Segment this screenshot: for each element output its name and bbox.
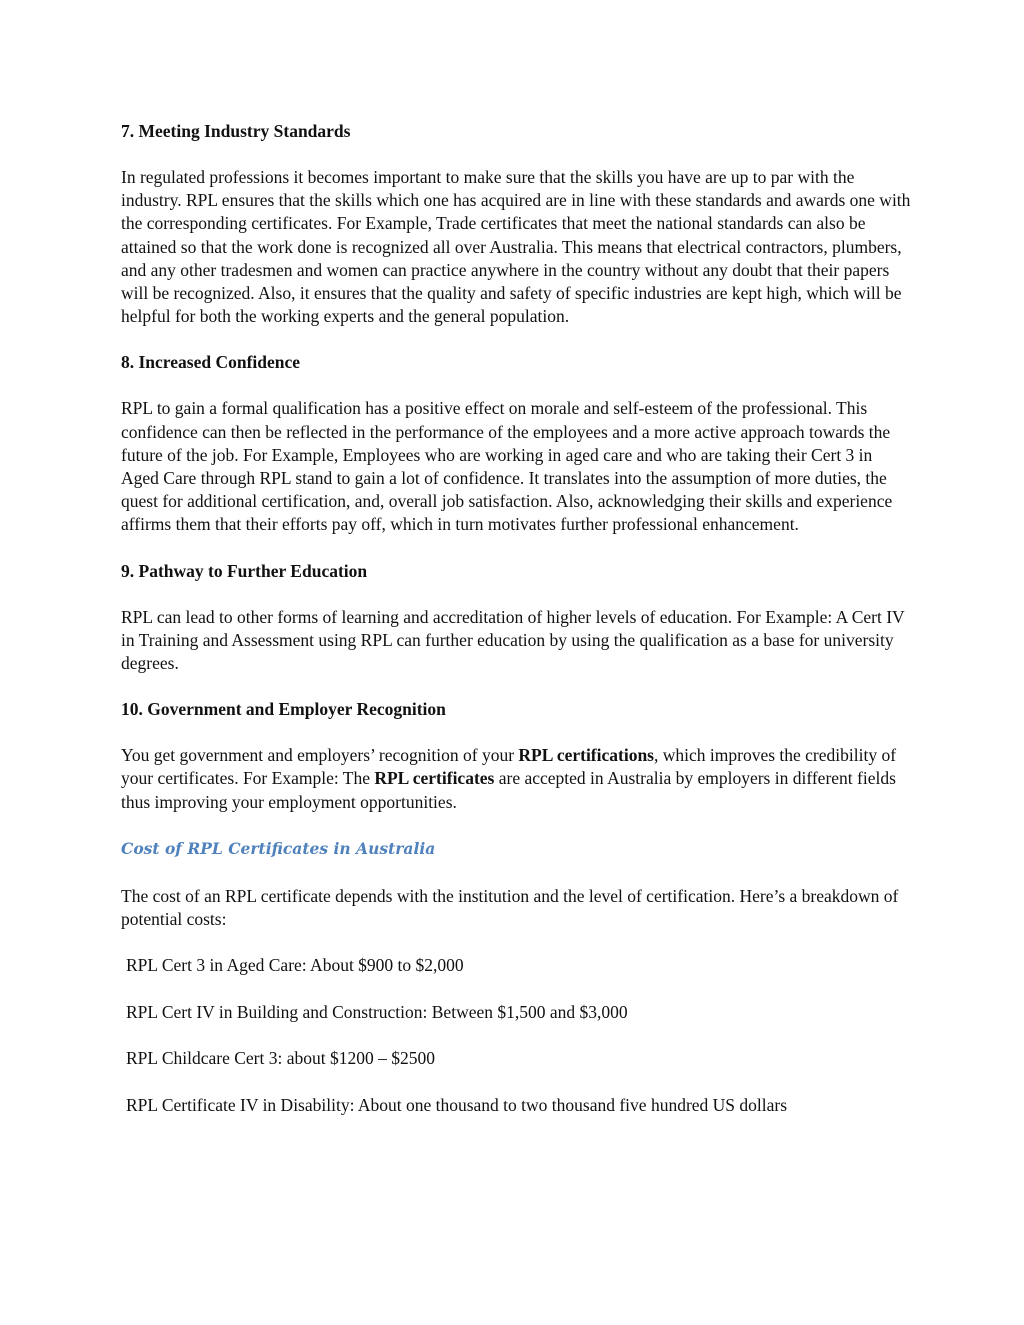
section-heading-further-education: 9. Pathway to Further Education <box>121 560 368 581</box>
section-body-confidence: RPL to gain a formal qualification has a positive effect on morale and self-esteem of the professional. This confidence can then be reflected in the performance of the employees and a more active approach towards the future of the job. For Example, Employees who are working in aged care and who are taking their Cert 3 in Aged Care through RPL stand to gain a lot of confidence. It translates into the assumption of more duties, the quest for additional certification, and, overall job satisfaction. Also, acknowledging their skills and experience affirms them that their efforts pay off, which in turn motivates further professional enhancement. <box>121 398 893 535</box>
cost-intro: The cost of an RPL certificate depends with the institution and the level of certification. Here’s a breakdown of potential costs: <box>121 885 899 930</box>
document-page <box>121 120 911 1140</box>
cost-item: RPL Cert IV in Building and Construction: Between $1,500 and $3,000 <box>126 1001 628 1022</box>
recognition-text-3: are accepted in Australia by employers in different fields thus improving your employment opportunities. <box>121 768 896 812</box>
section-heading-confidence: 8. Increased Confidence <box>121 352 301 373</box>
section-body-further-education: RPL can lead to other forms of learning and accreditation of higher levels of education. For Example: A Cert IV in Training and Assessment using RPL can further education by using the qualification as a base for university degrees. <box>121 606 905 674</box>
recognition-text-2: , which improves the credibility of your certificates. For Example: The <box>121 745 897 789</box>
section-body-recognition <box>121 744 911 814</box>
cost-item: RPL Certificate IV in Disability: About one thousand to two thousand five hundred US dollars <box>126 1094 788 1115</box>
cost-item: RPL Cert 3 in Aged Care: About $900 to $2,000 <box>126 955 464 976</box>
cost-section-title: Cost of RPL Certificates in Australia <box>121 838 436 858</box>
recognition-bold-certifications: RPL certifications <box>518 745 654 766</box>
recognition-bold-certificates: RPL certificates <box>374 768 495 789</box>
cost-item: RPL Childcare Cert 3: about $1200 – $2500 <box>126 1048 435 1069</box>
section-heading-recognition: 10. Government and Employer Recognition <box>121 699 446 720</box>
section-body-industry-standards: In regulated professions it becomes important to make sure that the skills you have are up to par with the industry. RPL ensures that the skills which one has acquired are in line with these standards and awards one with the corresponding certificates. For Example, Trade certificates that meet the national standards can also be attained so that the work done is recognized all over Australia. This means that electrical contractors, plumbers, and any other tradesmen and women can practice anywhere in the country without any doubt that their papers will be recognized. Also, it ensures that the quality and safety of specific industries are kept high, which will be helpful for both the working experts and the general population. <box>121 167 911 327</box>
recognition-text-1: You get government and employers’ recognition of your <box>121 745 519 766</box>
section-heading-industry-standards: 7. Meeting Industry Standards <box>121 121 351 141</box>
